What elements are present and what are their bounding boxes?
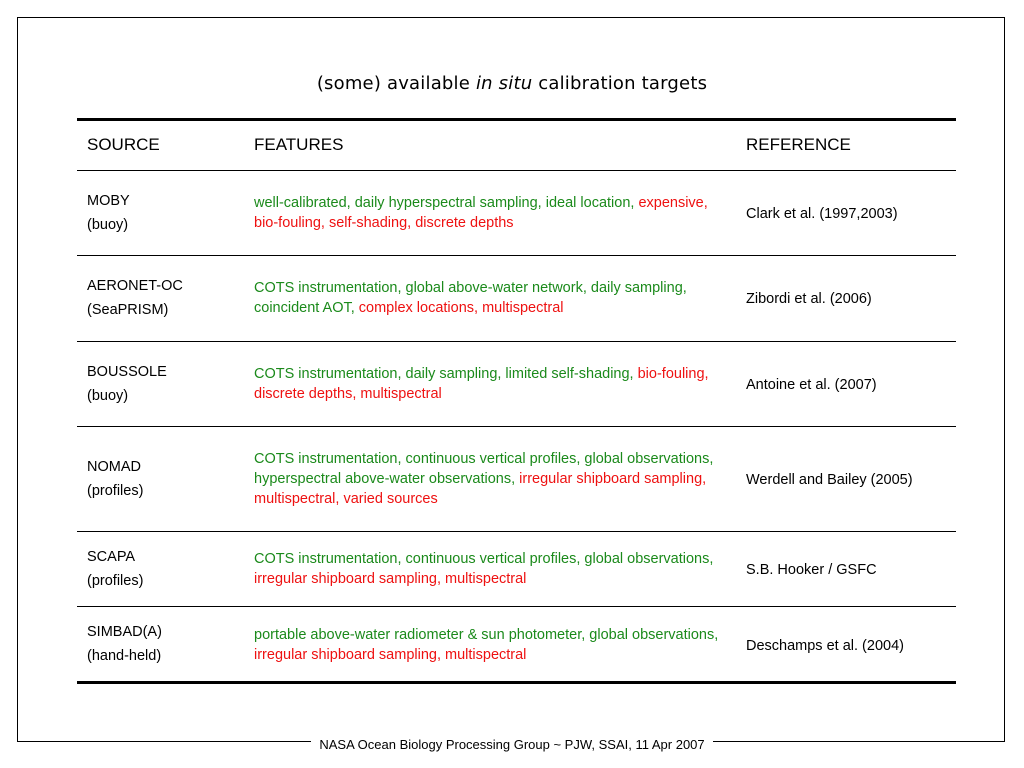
table-row-source — [87, 276, 247, 320]
table-row-source — [87, 457, 247, 501]
feature-pros: portable above-water radiometer & sun photometer, global observations, — [254, 627, 719, 643]
feature-cons: irregular shipboard sampling, multispectral — [254, 571, 527, 587]
table-row-features — [254, 364, 724, 404]
table-row-source — [87, 622, 247, 666]
table-row-reference: Antoine et al. (2007) — [746, 377, 877, 393]
row-divider — [77, 606, 956, 607]
row-divider — [77, 341, 956, 342]
title-prefix: (some) available — [316, 73, 476, 94]
header-source: SOURCE — [87, 135, 160, 154]
source-name: SCAPA — [87, 549, 136, 565]
slide-title — [0, 73, 1024, 94]
row-divider — [77, 426, 956, 427]
feature-pros: COTS instrumentation, continuous vertical profiles, global observations, hyperspectral above-water observations, — [254, 451, 714, 487]
table-top-rule — [77, 118, 956, 121]
row-divider — [77, 531, 956, 532]
header-reference: REFERENCE — [746, 135, 851, 154]
table-row-reference: Clark et al. (1997,2003) — [746, 206, 898, 222]
source-type: (profiles) — [87, 483, 144, 499]
feature-cons: complex locations, multispectral — [358, 300, 564, 316]
table-row-features — [254, 193, 724, 233]
source-name: AERONET-OC — [87, 278, 183, 294]
feature-pros: COTS instrumentation, continuous vertical profiles, global observations, — [254, 551, 714, 567]
source-name: BOUSSOLE — [87, 364, 167, 380]
source-type: (profiles) — [87, 573, 144, 589]
slide-footer — [0, 737, 1024, 752]
source-name: NOMAD — [87, 459, 141, 475]
feature-cons: bio-fouling, discrete depths, multispectral — [254, 366, 709, 402]
title-suffix: calibration targets — [532, 73, 708, 94]
source-type: (buoy) — [87, 217, 129, 233]
table-row-reference: S.B. Hooker / GSFC — [746, 562, 877, 578]
feature-cons: irregular shipboard sampling, multispectral — [254, 647, 527, 663]
table-row-reference: Zibordi et al. (2006) — [746, 291, 872, 307]
feature-cons: irregular shipboard sampling, multispectral, varied sources — [254, 471, 707, 507]
table-bottom-rule — [77, 681, 956, 684]
table-row-source — [87, 362, 247, 406]
table-row-features — [254, 549, 724, 589]
table-row-features — [254, 625, 724, 665]
table-row-features — [254, 278, 724, 318]
header-divider — [77, 170, 956, 171]
table-row-source — [87, 547, 247, 591]
feature-pros: COTS instrumentation, daily sampling, limited self-shading, — [254, 366, 634, 382]
title-italic: in situ — [475, 73, 533, 94]
table-row-reference: Deschamps et al. (2004) — [746, 638, 904, 654]
source-name: MOBY — [87, 193, 130, 209]
row-divider — [77, 255, 956, 256]
table-row-source — [87, 191, 247, 235]
header-features: FEATURES — [254, 135, 344, 154]
table-row-reference: Werdell and Bailey (2005) — [746, 472, 913, 488]
feature-pros: COTS instrumentation, global above-water network, daily sampling, coincident AOT, — [254, 280, 687, 316]
source-type: (SeaPRISM) — [87, 302, 169, 318]
source-type: (buoy) — [87, 388, 129, 404]
table-row-features — [254, 449, 724, 509]
footer-text: NASA Ocean Biology Processing Group ~ PJW, SSAI, 11 Apr 2007 — [311, 737, 712, 752]
feature-cons: expensive, bio-fouling, self-shading, discrete depths — [254, 195, 708, 231]
source-name: SIMBAD(A) — [87, 624, 162, 640]
feature-pros: well-calibrated, daily hyperspectral sampling, ideal location, — [254, 195, 635, 211]
source-type: (hand-held) — [87, 648, 162, 664]
